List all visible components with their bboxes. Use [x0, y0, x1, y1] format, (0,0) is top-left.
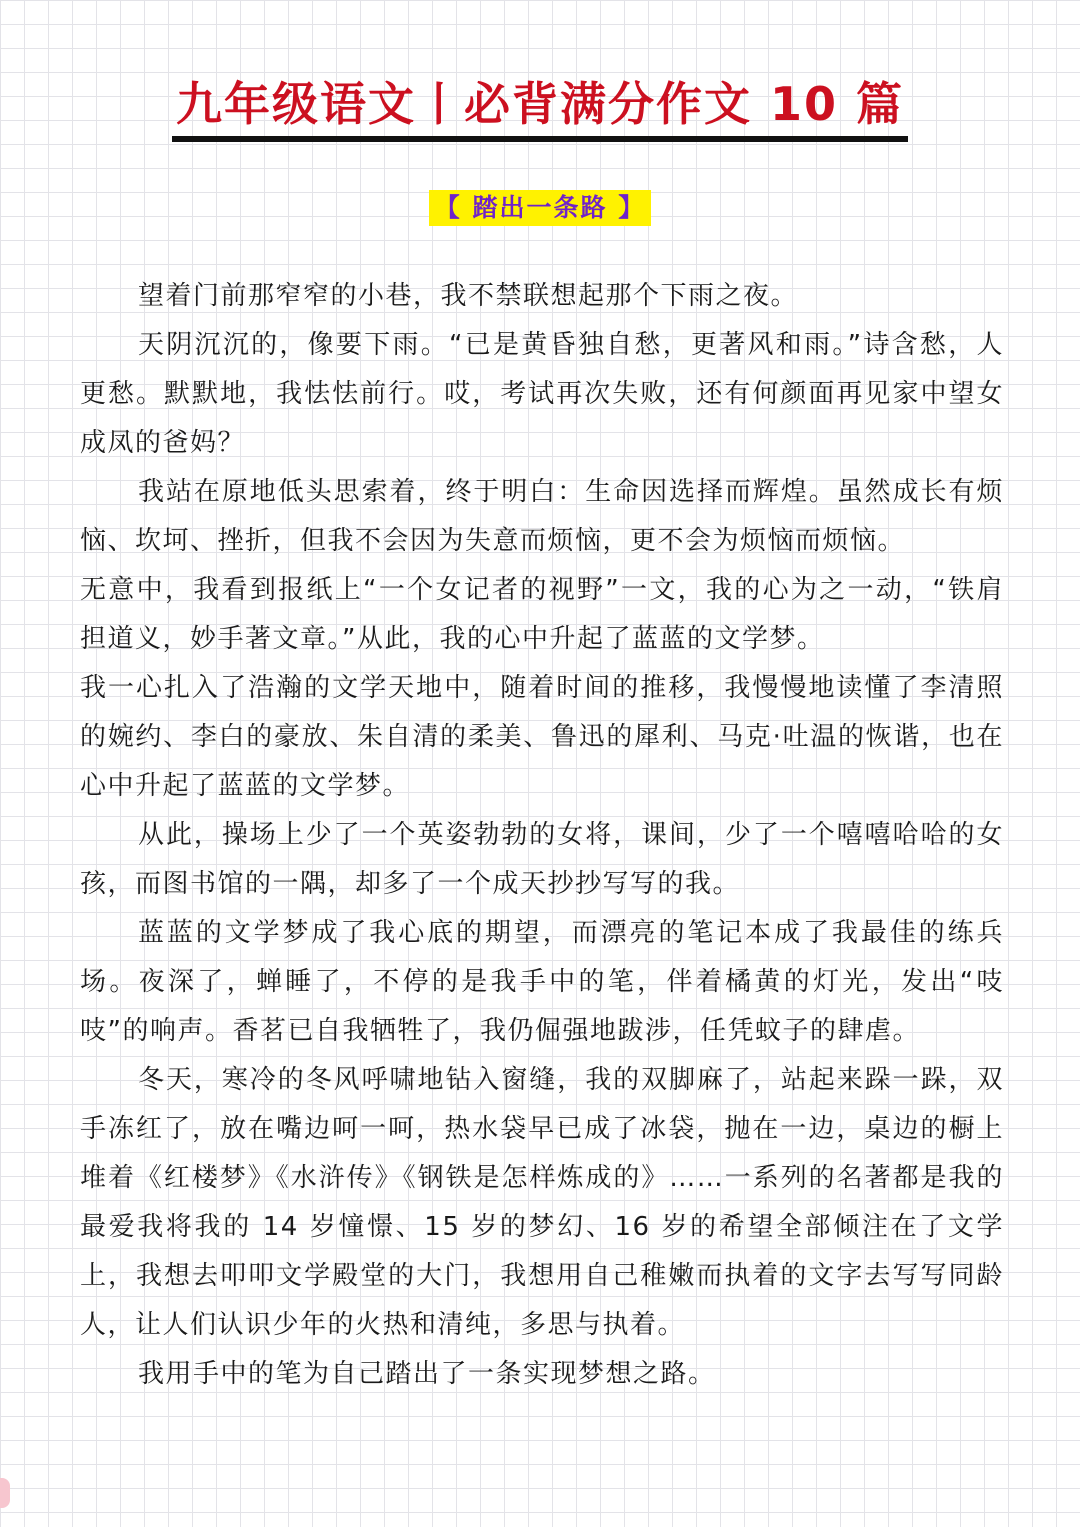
paragraph: 从此，操场上少了一个英姿勃勃的女将，课间，少了一个嘻嘻哈哈的女孩，而图书馆的一隅，却多了一个成天抄抄写写的我。	[80, 820, 1004, 899]
paragraph: 我站在原地低头思索着，终于明白：生命因选择而辉煌。虽然成长有烦恼、坎坷、挫折，但我不会因为失意而烦恼，更不会为烦恼而烦恼。	[80, 477, 1004, 556]
title-area	[0, 72, 1080, 142]
paragraph: 蓝蓝的文学梦成了我心底的期望，而漂亮的笔记本成了我最佳的练兵场。夜深了，蝉睡了，不停的是我手中的笔，伴着橘黄的灯光，发出“吱吱”的响声。香茗已自我牺牲了，我仍倔强地跋涉，任凭蚊子的肆虐。	[80, 918, 1004, 1046]
corner-decoration	[0, 1478, 10, 1508]
essay-title: 【 踏出一条路 】	[429, 190, 651, 226]
page-title: 九年级语文丨必背满分作文 10 篇	[172, 72, 908, 142]
paragraph: 我一心扎入了浩瀚的文学天地中，随着时间的推移，我慢慢地读懂了李清照的婉约、李白的豪放、朱自清的柔美、鲁迅的犀利、马克·吐温的恢谐，也在心中升起了蓝蓝的文学梦。	[80, 673, 1004, 801]
paragraph: 我用手中的笔为自己踏出了一条实现梦想之路。	[138, 1359, 716, 1389]
paragraph: 无意中，我看到报纸上“一个女记者的视野”一文，我的心为之一动，“铁肩担道义，妙手著文章。”从此，我的心中升起了蓝蓝的文学梦。	[80, 575, 1004, 654]
essay-body	[80, 272, 1004, 1399]
paragraph: 望着门前那窄窄的小巷，我不禁联想起那个下雨之夜。	[138, 281, 799, 311]
paragraph: 天阴沉沉的，像要下雨。“已是黄昏独自愁，更著风和雨。”诗含愁，人更愁。默默地，我怯怯前行。哎，考试再次失败，还有何颜面再见家中望女成凤的爸妈？	[80, 330, 1004, 458]
subtitle-area	[0, 190, 1080, 226]
paragraph: 冬天，寒冷的冬风呼啸地钻入窗缝，我的双脚麻了，站起来跺一跺，双手冻红了，放在嘴边呵一呵，热水袋早已成了冰袋，抛在一边，桌边的橱上堆着《红楼梦》《水浒传》《钢铁是怎样炼成的》……一系列的名著都是我的最爱我将我的 14 岁憧憬、15 岁的梦幻、16 岁的希望全部倾注在了文学上，我想去叩叩文学殿堂的大门，我想用自己稚嫩而执着的文字去写写同龄人，让人们认识少年的火热和清纯，多思与执着。	[80, 1065, 1004, 1340]
